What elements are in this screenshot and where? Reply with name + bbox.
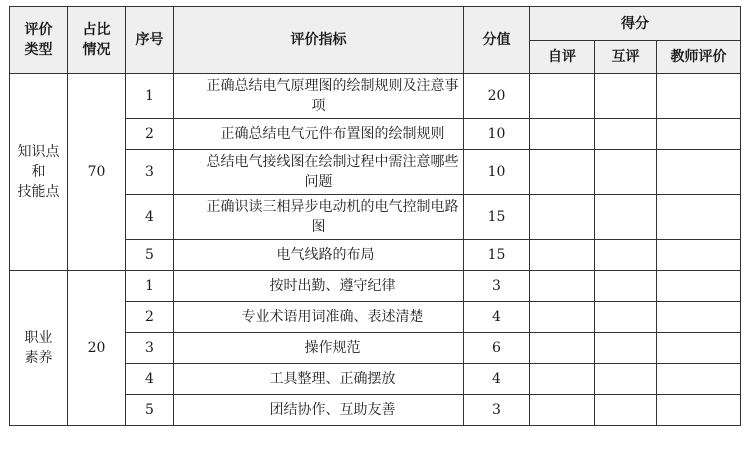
- teacher-score-cell[interactable]: [657, 74, 741, 119]
- peer-score-cell[interactable]: [595, 333, 657, 364]
- seq-cell: 5: [126, 395, 174, 426]
- indicator-cell: 按时出勤、遵守纪律: [174, 271, 464, 302]
- group-ratio-cell: 20: [68, 271, 126, 426]
- self-score-cell[interactable]: [530, 302, 595, 333]
- group-type-cell: 职业 素养: [10, 271, 68, 426]
- self-score-cell[interactable]: [530, 364, 595, 395]
- teacher-score-cell[interactable]: [657, 395, 741, 426]
- indicator-cell: 专业术语用词准确、表述清楚: [174, 302, 464, 333]
- header-self: 自评: [530, 41, 595, 74]
- indicator-cell: 总结电气接线图在绘制过程中需注意哪些问题: [174, 150, 464, 195]
- self-score-cell[interactable]: [530, 150, 595, 195]
- header-row-1: [10, 7, 741, 41]
- teacher-score-cell[interactable]: [657, 150, 741, 195]
- self-score-cell[interactable]: [530, 195, 595, 240]
- header-ratio: 占比 情况: [68, 7, 126, 74]
- seq-cell: 4: [126, 195, 174, 240]
- self-score-cell[interactable]: [530, 333, 595, 364]
- teacher-score-cell[interactable]: [657, 119, 741, 150]
- seq-cell: 4: [126, 364, 174, 395]
- header-peer: 互评: [595, 41, 657, 74]
- score-cell: 15: [464, 195, 530, 240]
- self-score-cell[interactable]: [530, 119, 595, 150]
- peer-score-cell[interactable]: [595, 240, 657, 271]
- peer-score-cell[interactable]: [595, 74, 657, 119]
- table-row: [10, 271, 741, 302]
- teacher-score-cell[interactable]: [657, 195, 741, 240]
- indicator-cell: 操作规范: [174, 333, 464, 364]
- score-cell: 15: [464, 240, 530, 271]
- peer-score-cell[interactable]: [595, 150, 657, 195]
- score-cell: 10: [464, 119, 530, 150]
- header-type: 评价 类型: [10, 7, 68, 74]
- teacher-score-cell[interactable]: [657, 302, 741, 333]
- score-cell: 20: [464, 74, 530, 119]
- peer-score-cell[interactable]: [595, 271, 657, 302]
- self-score-cell[interactable]: [530, 271, 595, 302]
- header-obtained: 得分: [530, 7, 741, 41]
- indicator-cell: 工具整理、正确摆放: [174, 364, 464, 395]
- seq-cell: 1: [126, 74, 174, 119]
- peer-score-cell[interactable]: [595, 364, 657, 395]
- peer-score-cell[interactable]: [595, 195, 657, 240]
- self-score-cell[interactable]: [530, 395, 595, 426]
- seq-cell: 5: [126, 240, 174, 271]
- score-cell: 3: [464, 395, 530, 426]
- seq-cell: 2: [126, 119, 174, 150]
- peer-score-cell[interactable]: [595, 119, 657, 150]
- group-ratio-cell: 70: [68, 74, 126, 271]
- indicator-cell: 电气线路的布局: [174, 240, 464, 271]
- peer-score-cell[interactable]: [595, 302, 657, 333]
- seq-cell: 1: [126, 271, 174, 302]
- header-teacher: 教师评价: [657, 41, 741, 74]
- peer-score-cell[interactable]: [595, 395, 657, 426]
- score-cell: 4: [464, 364, 530, 395]
- teacher-score-cell[interactable]: [657, 364, 741, 395]
- score-cell: 10: [464, 150, 530, 195]
- seq-cell: 2: [126, 302, 174, 333]
- teacher-score-cell[interactable]: [657, 333, 741, 364]
- self-score-cell[interactable]: [530, 74, 595, 119]
- indicator-cell: 正确总结电气原理图的绘制规则及注意事项: [174, 74, 464, 119]
- indicator-cell: 团结协作、互助友善: [174, 395, 464, 426]
- header-score: 分值: [464, 7, 530, 74]
- header-seq: 序号: [126, 7, 174, 74]
- score-cell: 3: [464, 271, 530, 302]
- teacher-score-cell[interactable]: [657, 271, 741, 302]
- teacher-score-cell[interactable]: [657, 240, 741, 271]
- self-score-cell[interactable]: [530, 240, 595, 271]
- header-indicator: 评价指标: [174, 7, 464, 74]
- seq-cell: 3: [126, 333, 174, 364]
- evaluation-table: [9, 6, 741, 426]
- score-cell: 6: [464, 333, 530, 364]
- indicator-cell: 正确识读三相异步电动机的电气控制电路图: [174, 195, 464, 240]
- table-row: [10, 74, 741, 119]
- group-type-cell: 知识点 和 技能点: [10, 74, 68, 271]
- score-cell: 4: [464, 302, 530, 333]
- seq-cell: 3: [126, 150, 174, 195]
- indicator-cell: 正确总结电气元件布置图的绘制规则: [174, 119, 464, 150]
